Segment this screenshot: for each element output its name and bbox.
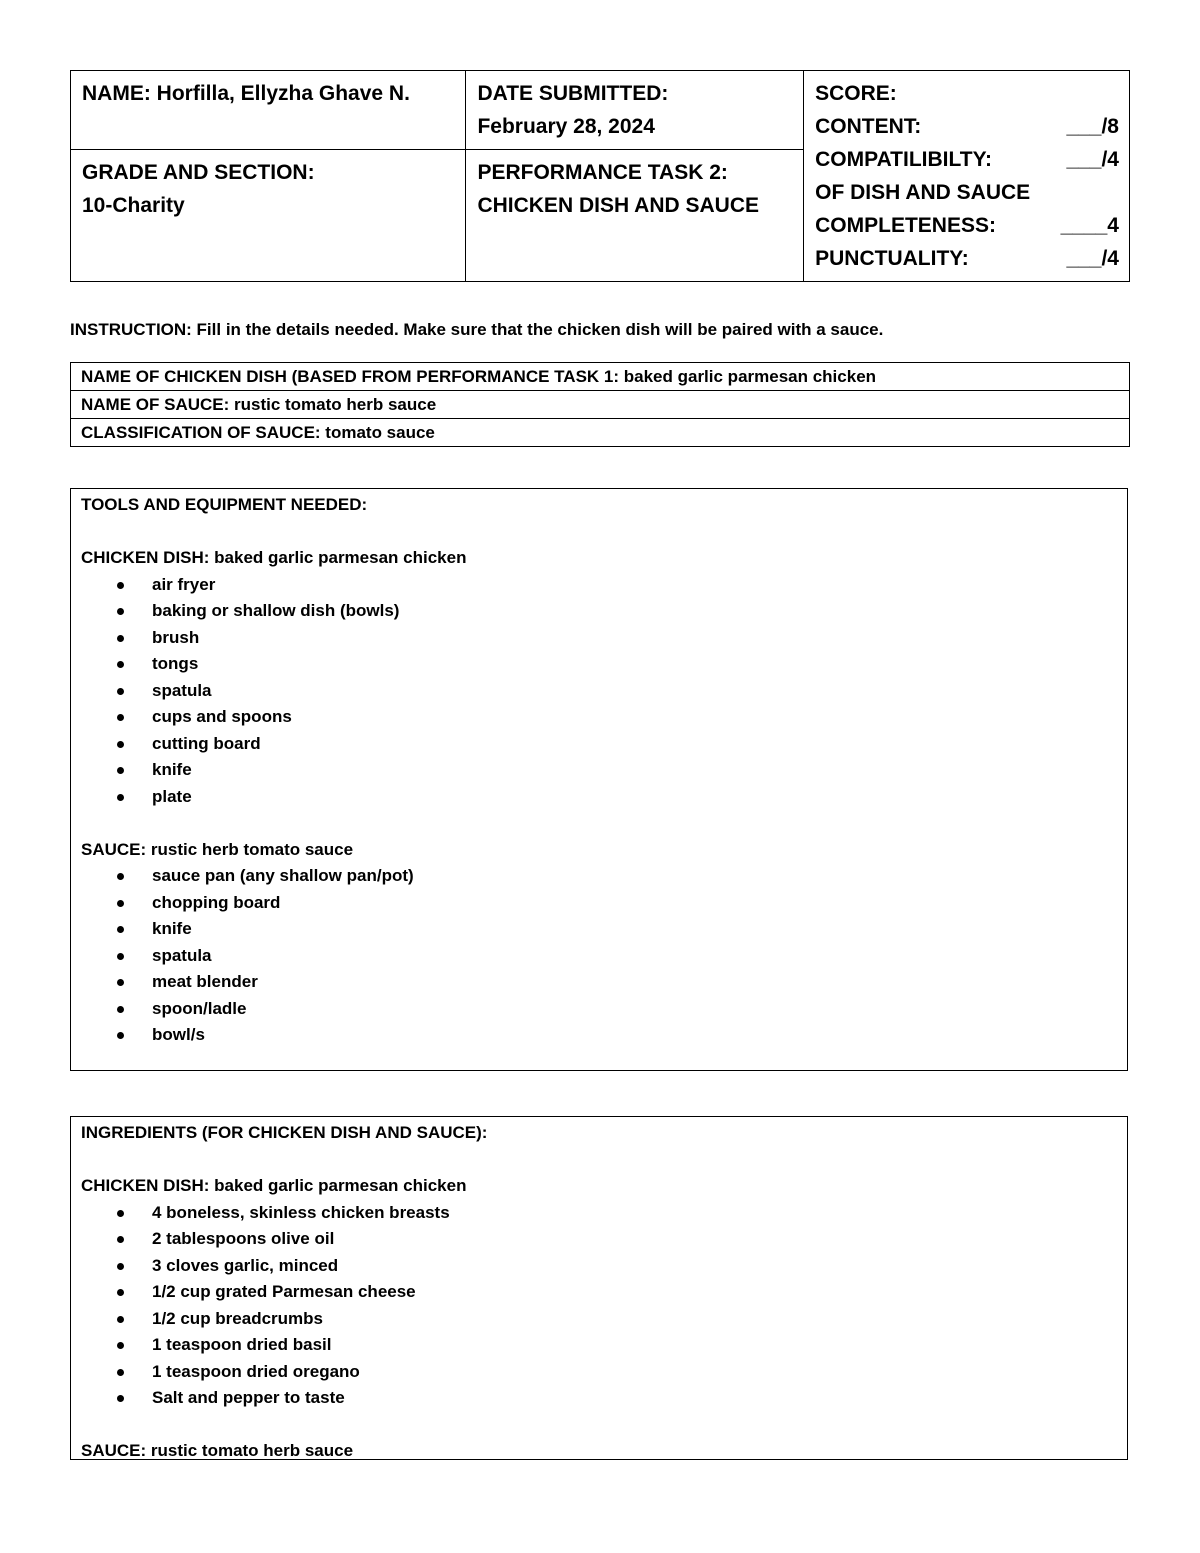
score-content-label: CONTENT: (815, 115, 922, 138)
score-compat-sub: OF DISH AND SAUCE (815, 181, 1031, 204)
score-content-value: ___/8 (1066, 115, 1119, 138)
score-title: SCORE: (815, 82, 897, 105)
list-item: plate (81, 784, 1117, 811)
list-item: spatula (81, 943, 1117, 970)
list-item: cutting board (81, 731, 1117, 758)
list-item: baking or shallow dish (bowls) (81, 598, 1117, 625)
task-line1: PERFORMANCE TASK 2: (477, 161, 728, 184)
name-cell (71, 71, 466, 150)
student-name: NAME: Horfilla, Ellyzha Ghave N. (82, 82, 410, 105)
list-item: tongs (81, 651, 1117, 678)
score-punct (815, 242, 1119, 275)
dish-name-row: NAME OF CHICKEN DISH (BASED FROM PERFORMANCE TASK 1: baked garlic parmesan chicken (71, 363, 1130, 391)
date-cell (466, 71, 804, 150)
score-complete-label: COMPLETENESS: (815, 214, 996, 237)
list-item: meat blender (81, 969, 1117, 996)
ingredients-title: INGREDIENTS (FOR CHICKEN DISH AND SAUCE): (81, 1123, 488, 1142)
score-punct-value: ___/4 (1066, 247, 1119, 270)
tools-dish-heading: CHICKEN DISH: baked garlic parmesan chicken (81, 548, 467, 567)
grade-value: 10-Charity (82, 194, 185, 217)
task-cell (466, 150, 804, 282)
ingredients-dish-heading: CHICKEN DISH: baked garlic parmesan chicken (81, 1176, 467, 1195)
sauce-classification-row: CLASSIFICATION OF SAUCE: tomato sauce (71, 419, 1130, 447)
list-item: 1 teaspoon dried oregano (81, 1359, 1117, 1386)
list-item: 1/2 cup grated Parmesan cheese (81, 1279, 1117, 1306)
list-item: Salt and pepper to taste (81, 1385, 1117, 1412)
list-item: air fryer (81, 572, 1117, 599)
score-compat-label: COMPATILIBILTY: (815, 148, 993, 171)
grade-cell (71, 150, 466, 282)
ingredients-dish-list (81, 1200, 1117, 1412)
ingredients-box (70, 1116, 1128, 1460)
list-item: sauce pan (any shallow pan/pot) (81, 863, 1117, 890)
ingredients-sauce-heading: SAUCE: rustic tomato herb sauce (81, 1441, 354, 1460)
date-value: February 28, 2024 (477, 115, 655, 138)
list-item: 3 cloves garlic, minced (81, 1253, 1117, 1280)
tools-dish-list (81, 572, 1117, 811)
date-label: DATE SUBMITTED: (477, 82, 669, 105)
score-compat-value: ___/4 (1066, 148, 1119, 171)
score-punct-label: PUNCTUALITY: (815, 247, 969, 270)
list-item: chopping board (81, 890, 1117, 917)
score-content (815, 110, 1119, 143)
tools-box (70, 488, 1128, 1071)
list-item: brush (81, 625, 1117, 652)
list-item: 2 tablespoons olive oil (81, 1226, 1117, 1253)
score-compat (815, 143, 1119, 176)
score-cell (804, 71, 1130, 282)
tools-title: TOOLS AND EQUIPMENT NEEDED: (81, 495, 368, 514)
list-item: knife (81, 916, 1117, 943)
instruction-text: INSTRUCTION: Fill in the details needed. Make sure that the chicken dish will be paired with a sauce. (70, 320, 884, 339)
score-complete (815, 209, 1119, 242)
list-item: bowl/s (81, 1022, 1117, 1049)
list-item: spatula (81, 678, 1117, 705)
task-line2: CHICKEN DISH AND SAUCE (477, 194, 760, 217)
list-item: 1/2 cup breadcrumbs (81, 1306, 1117, 1333)
list-item: 1 teaspoon dried basil (81, 1332, 1117, 1359)
tools-sauce-heading: SAUCE: rustic herb tomato sauce (81, 839, 354, 859)
tools-sauce-list (81, 863, 1117, 1049)
sauce-name-row: NAME OF SAUCE: rustic tomato herb sauce (71, 391, 1130, 419)
list-item: 4 boneless, skinless chicken breasts (81, 1200, 1117, 1227)
list-item: spoon/ladle (81, 996, 1117, 1023)
info-table (70, 362, 1130, 447)
header-table (70, 70, 1130, 282)
list-item: cups and spoons (81, 704, 1117, 731)
score-complete-value: ____4 (1060, 214, 1119, 237)
grade-label: GRADE AND SECTION: (82, 161, 315, 184)
list-item: knife (81, 757, 1117, 784)
